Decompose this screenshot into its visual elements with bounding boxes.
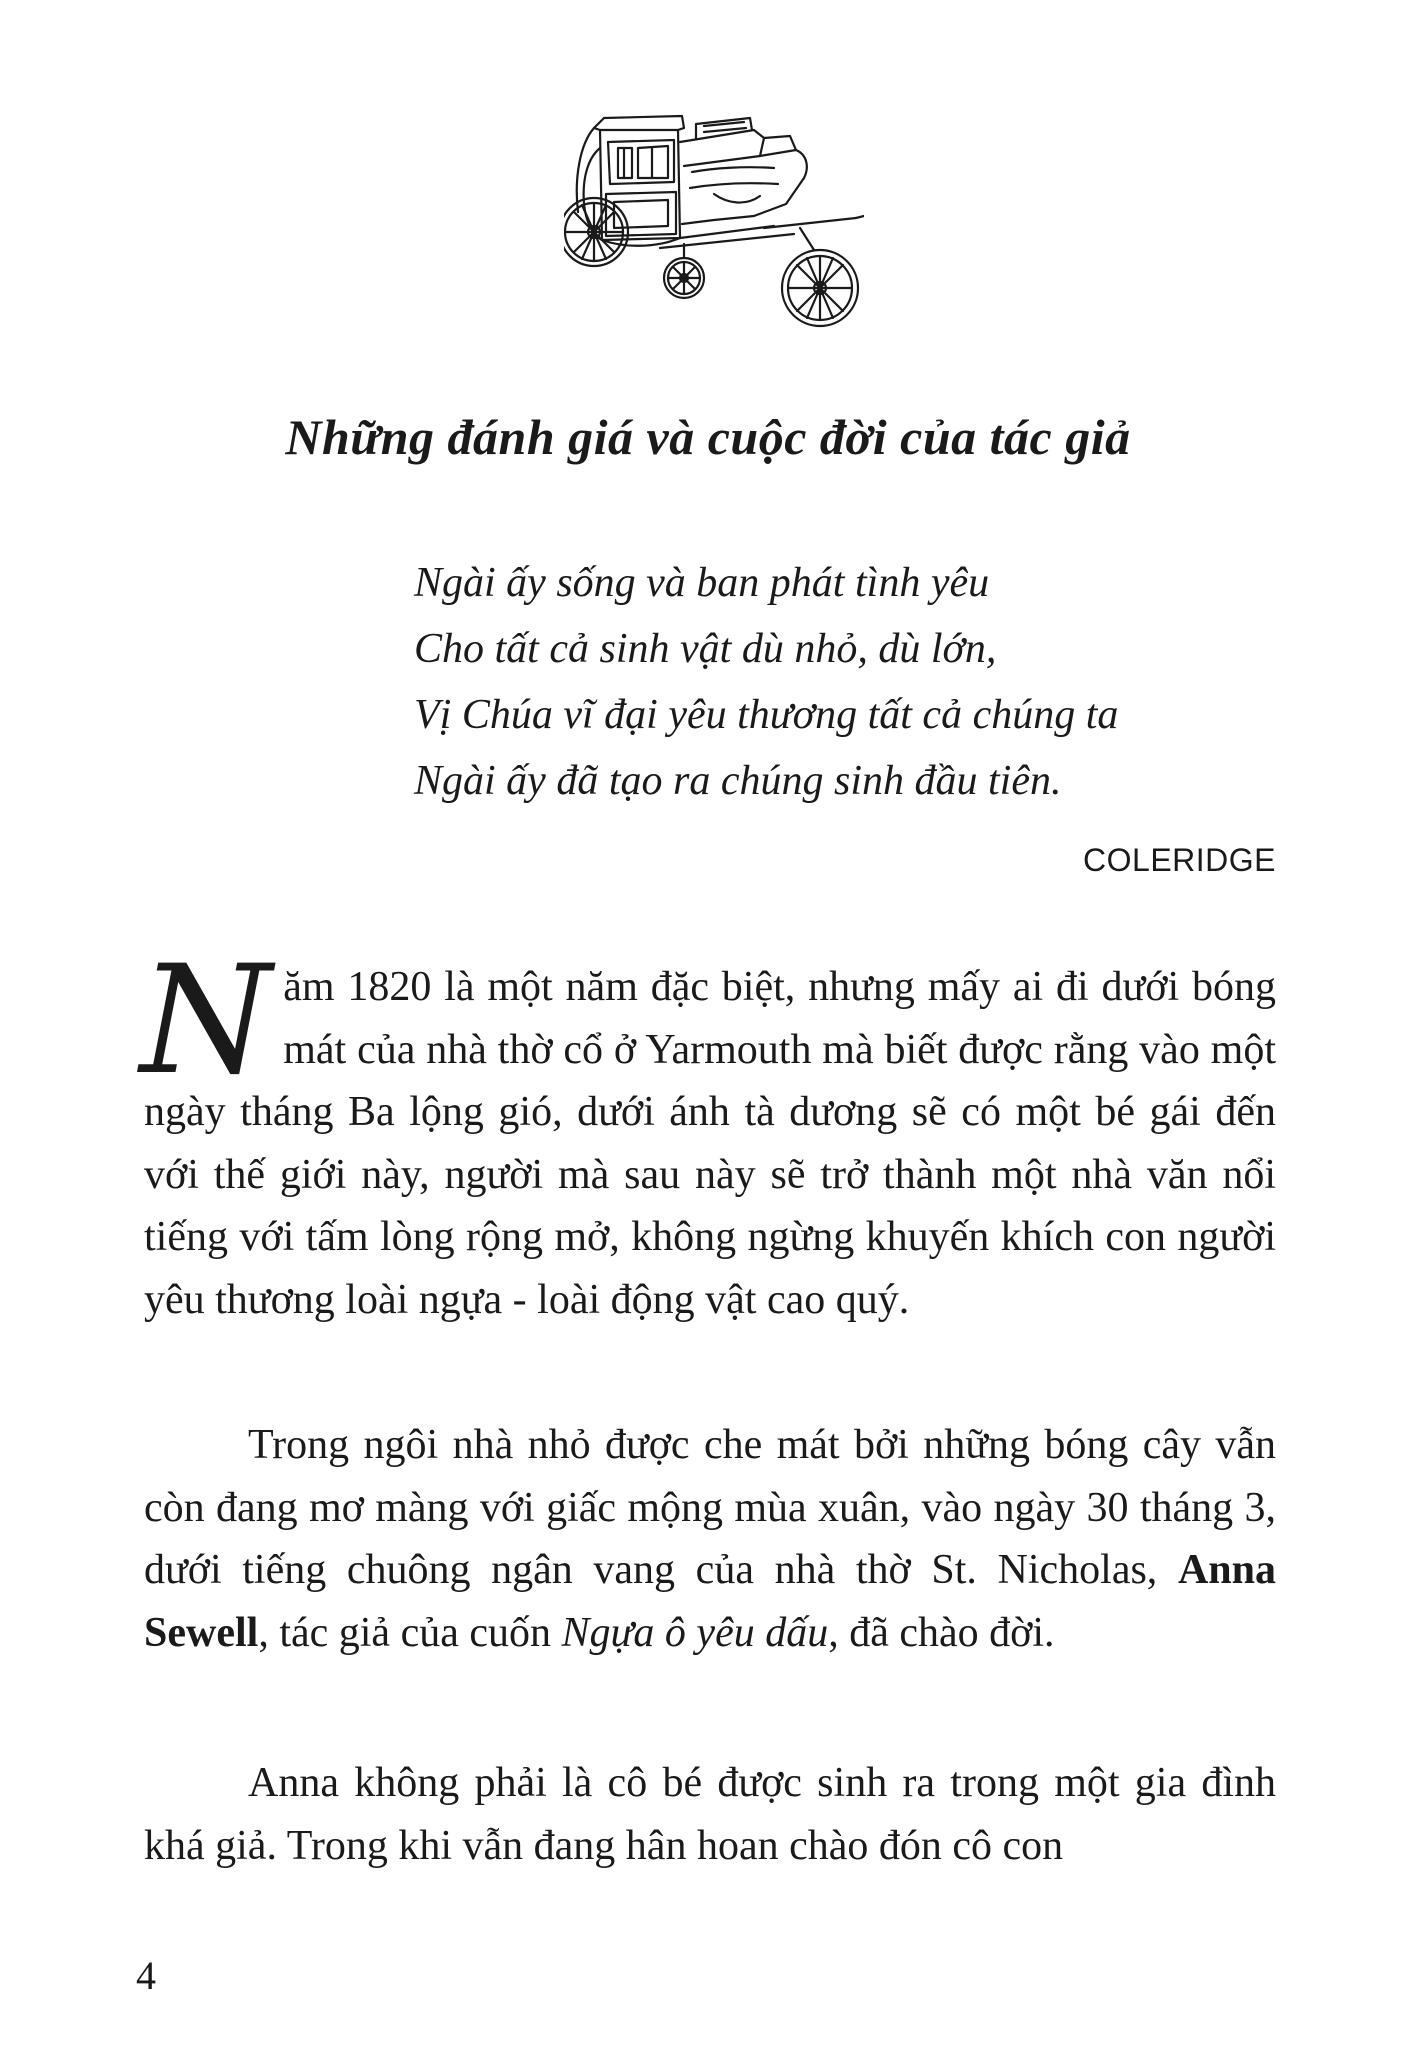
paragraph-1 [140, 934, 1276, 1331]
paragraph-3: Anna không phải là cô bé được sinh ra trong một gia đình khá giả. Trong khi vẫn đang hân hoan chào đón cô con [144, 1760, 1276, 1869]
paragraph-1-text: ăm 1820 là một năm đặc biệt, nhưng mấy ai đi dưới bóng mát của nhà thờ cổ ở Yarmouth mà biết được rằng vào một ngày tháng Ba lộng gió, dưới ánh tà dương sẽ có một bé gái đến với thế giới này, người mà sau này sẽ trở thành một nhà văn nổi tiếng với tấm lòng rộng mở, không ngừng khuyến khích con người yêu thương loài ngựa - loài động vật cao quý. [144, 964, 1276, 1323]
poem-line: Cho tất cả sinh vật dù nhỏ, dù lớn, [414, 626, 997, 672]
poem-line: Ngài ấy sống và ban phát tình yêu [414, 560, 990, 606]
page-number: 4 [136, 1953, 156, 1998]
poem-attribution: COLERIDGE [1083, 842, 1276, 878]
paragraph-2-text-c: , đã chào đời. [828, 1609, 1055, 1656]
chapter-heading: Những đánh giá và cuộc đời của tác giả [285, 409, 1131, 465]
poem-line: Vị Chúa vĩ đại yêu thương tất cả chúng ta [414, 692, 1119, 738]
author-name: Anna Sewell [144, 1547, 1276, 1656]
paragraph-2-text-b: , tác giả của cuốn [258, 1609, 551, 1656]
book-title: Ngựa ô yêu dấu [561, 1609, 829, 1656]
drop-cap: N [140, 934, 272, 1108]
paragraph-2 [144, 1414, 1276, 1664]
epigraph-poem [414, 550, 1118, 814]
paragraph-2-text-a: Trong ngôi nhà nhỏ được che mát bởi những bóng cây vẫn còn đang mơ màng với giấc mộng mùa xuân, vào ngày 30 tháng 3, dưới tiếng chuông ngân vang của nhà thờ St. Nicholas, [144, 1422, 1276, 1593]
carriage-illustration [564, 108, 864, 344]
poem-line: Ngài ấy đã tạo ra chúng sinh đầu tiên. [414, 758, 1062, 804]
